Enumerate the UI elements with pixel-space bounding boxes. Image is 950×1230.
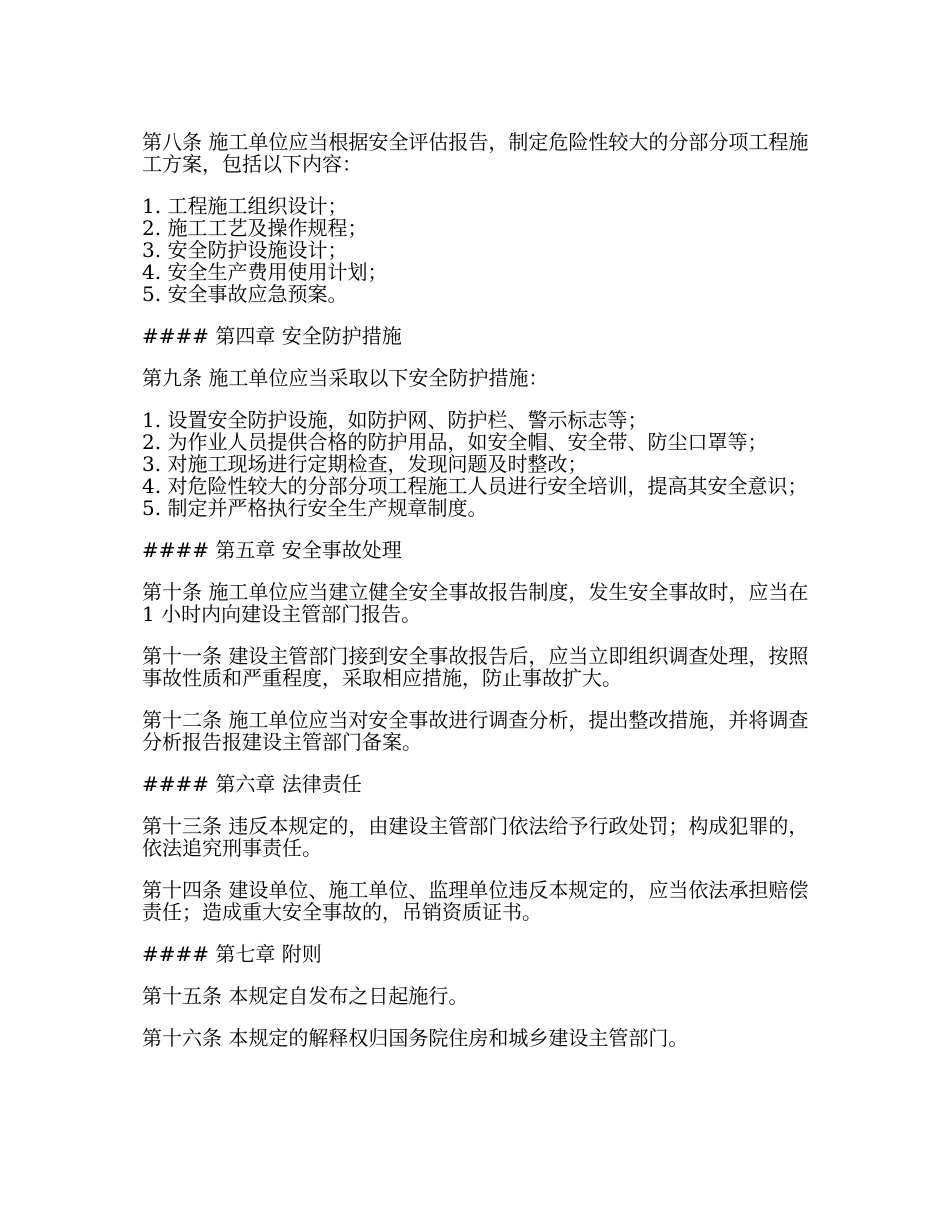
- list-item: 5. 安全事故应急预案。: [142, 282, 348, 306]
- document-page: [142, 131, 810, 1069]
- list-item: 4. 安全生产费用使用计划；: [142, 260, 388, 284]
- article-11-paragraph: 第十一条 建设主管部门接到安全事故报告后，应当立即组织调查处理，按照事故性质和严重程度，采取相应措施，防止事故扩大。: [142, 644, 809, 690]
- article-15-paragraph: 第十五条 本规定自发布之日起施行。: [142, 984, 469, 1008]
- article-9-list: [142, 409, 810, 519]
- chapter-6-heading: #### 第六章 法律责任: [142, 772, 362, 796]
- list-item: 3. 对施工现场进行定期检查，发现问题及时整改；: [142, 452, 588, 476]
- article-8-paragraph: 第八条 施工单位应当根据安全评估报告，制定危险性较大的分部分项工程施工方案，包括以下内容：: [142, 130, 809, 176]
- article-12-paragraph: 第十二条 施工单位应当对安全事故进行调查分析，提出整改措施，并将调查分析报告报建设主管部门备案。: [142, 708, 809, 754]
- article-9-paragraph: 第九条 施工单位应当采取以下安全防护措施：: [142, 366, 549, 390]
- list-item: 1. 设置安全防护设施，如防护网、防护栏、警示标志等；: [142, 408, 648, 432]
- article-8-list: [142, 195, 810, 305]
- article-14-paragraph: 第十四条 建设单位、施工单位、监理单位违反本规定的，应当依法承担赔偿责任；造成重大安全事故的，吊销资质证书。: [142, 878, 809, 924]
- article-10-paragraph: 第十条 施工单位应当建立健全安全事故报告制度，发生安全事故时，应当在 1 小时内向建设主管部门报告。: [142, 580, 809, 626]
- list-item: 2. 施工工艺及操作规程；: [142, 216, 368, 240]
- list-item: 3. 安全防护设施设计；: [142, 238, 348, 262]
- list-item: 1. 工程施工组织设计；: [142, 194, 348, 218]
- list-item: 5. 制定并严格执行安全生产规章制度。: [142, 496, 488, 520]
- chapter-4-heading: #### 第四章 安全防护措施: [142, 324, 402, 348]
- list-item: 2. 为作业人员提供合格的防护用品，如安全帽、安全带、防尘口罩等；: [142, 430, 768, 454]
- chapter-7-heading: #### 第七章 附则: [142, 942, 322, 966]
- list-item: 4. 对危险性较大的分部分项工程施工人员进行安全培训，提高其安全意识；: [142, 474, 808, 498]
- chapter-5-heading: #### 第五章 安全事故处理: [142, 538, 402, 562]
- article-13-paragraph: 第十三条 违反本规定的，由建设主管部门依法给予行政处罚；构成犯罪的，依法追究刑事责任。: [142, 814, 809, 860]
- article-16-paragraph: 第十六条 本规定的解释权归国务院住房和城乡建设主管部门。: [142, 1026, 689, 1050]
